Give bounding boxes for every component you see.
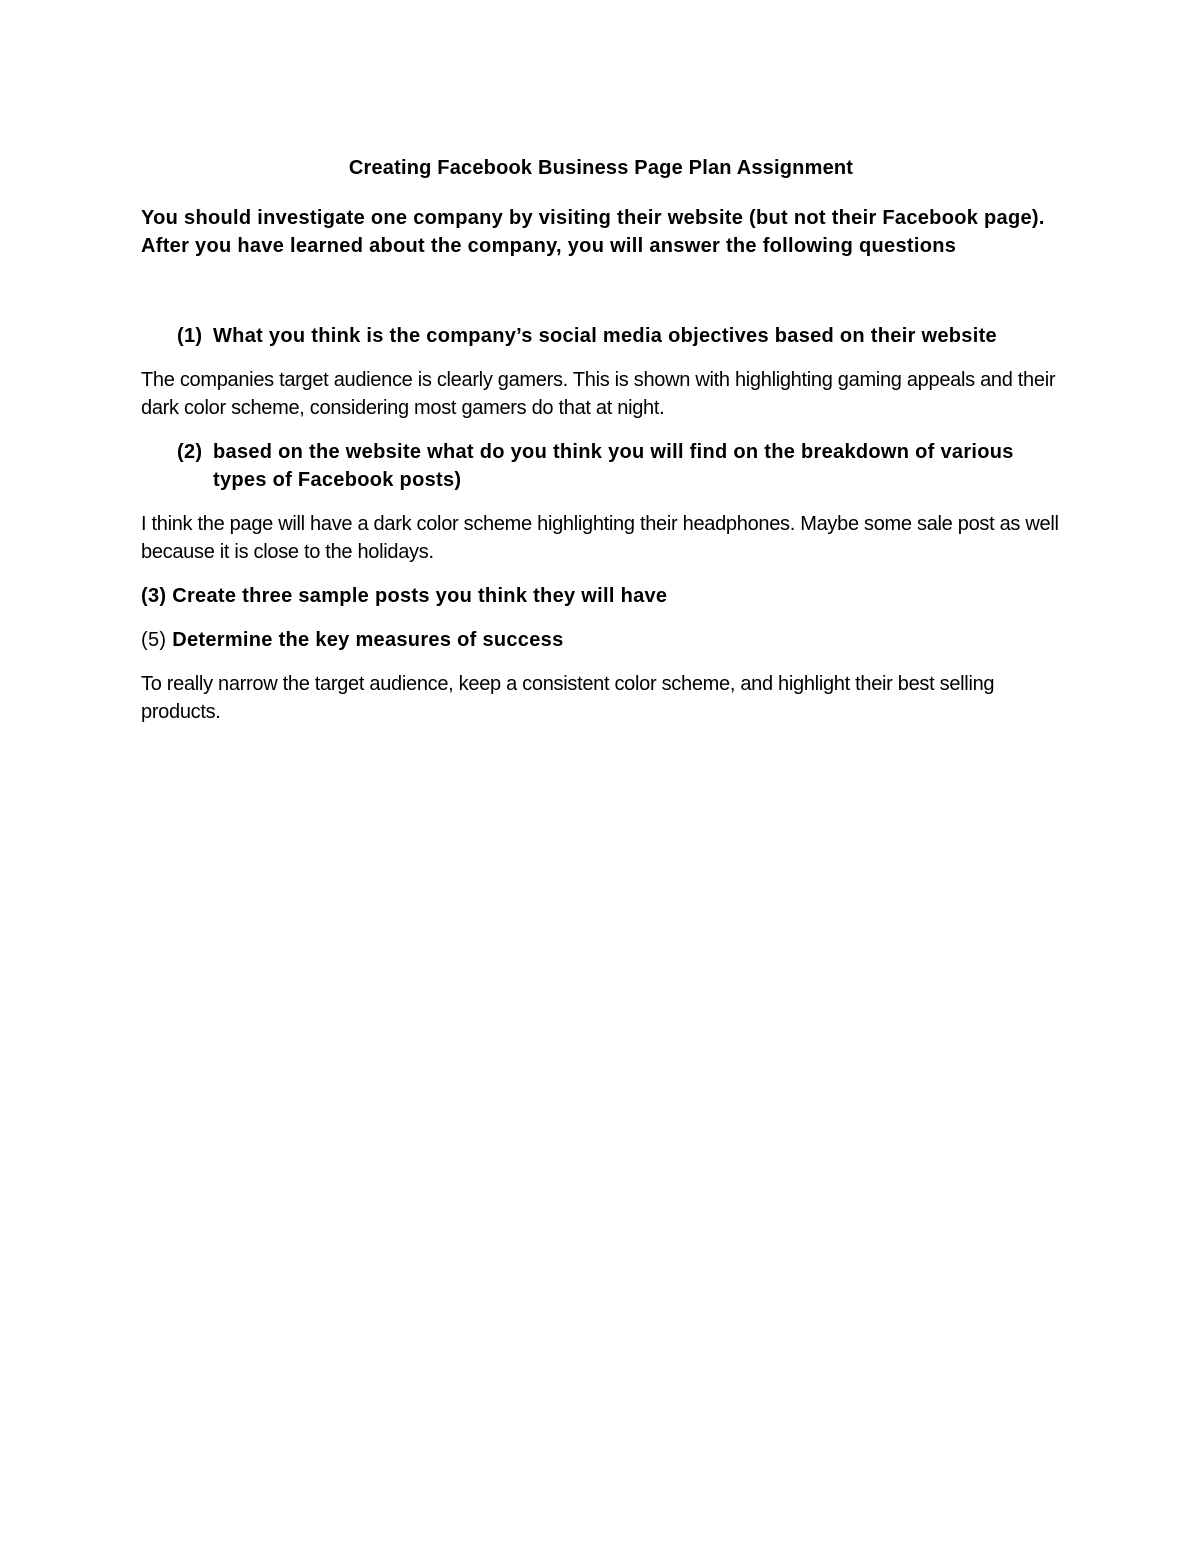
answer-5: To really narrow the target audience, keep a consistent color scheme, and highlight their best selling products. <box>141 673 995 723</box>
question-1-number: (1) <box>177 325 203 347</box>
question-3-text: Create three sample posts you think they will have <box>172 585 668 607</box>
document-body <box>141 154 1061 742</box>
question-2-number: (2) <box>177 441 203 463</box>
question-5-number: (5) <box>141 629 167 651</box>
question-1 <box>177 322 1061 350</box>
question-1-text: What you think is the company’s social media objectives based on their website <box>213 325 997 347</box>
question-3-number: (3) <box>141 585 167 607</box>
answer-1: The companies target audience is clearly gamers. This is shown with highlighting gaming appeals and their dark color scheme, considering most gamers do that at night. <box>141 369 1056 419</box>
question-2 <box>177 438 1061 494</box>
answer-2: I think the page will have a dark color scheme highlighting their headphones. Maybe some sale post as well because it is close to the holidays. <box>141 513 1059 563</box>
question-5 <box>141 626 1061 654</box>
question-5-text: Determine the key measures of success <box>172 629 564 651</box>
blank-space <box>141 260 1061 322</box>
document-title: Creating Facebook Business Page Plan Assignment <box>348 157 854 179</box>
question-3 <box>141 582 1061 610</box>
assignment-instructions: You should investigate one company by visiting their website (but not their Facebook page). After you have learned about the company, you will answer the following questions <box>141 207 1045 257</box>
question-2-text: based on the website what do you think you will find on the breakdown of various types of Facebook posts) <box>213 441 1014 491</box>
